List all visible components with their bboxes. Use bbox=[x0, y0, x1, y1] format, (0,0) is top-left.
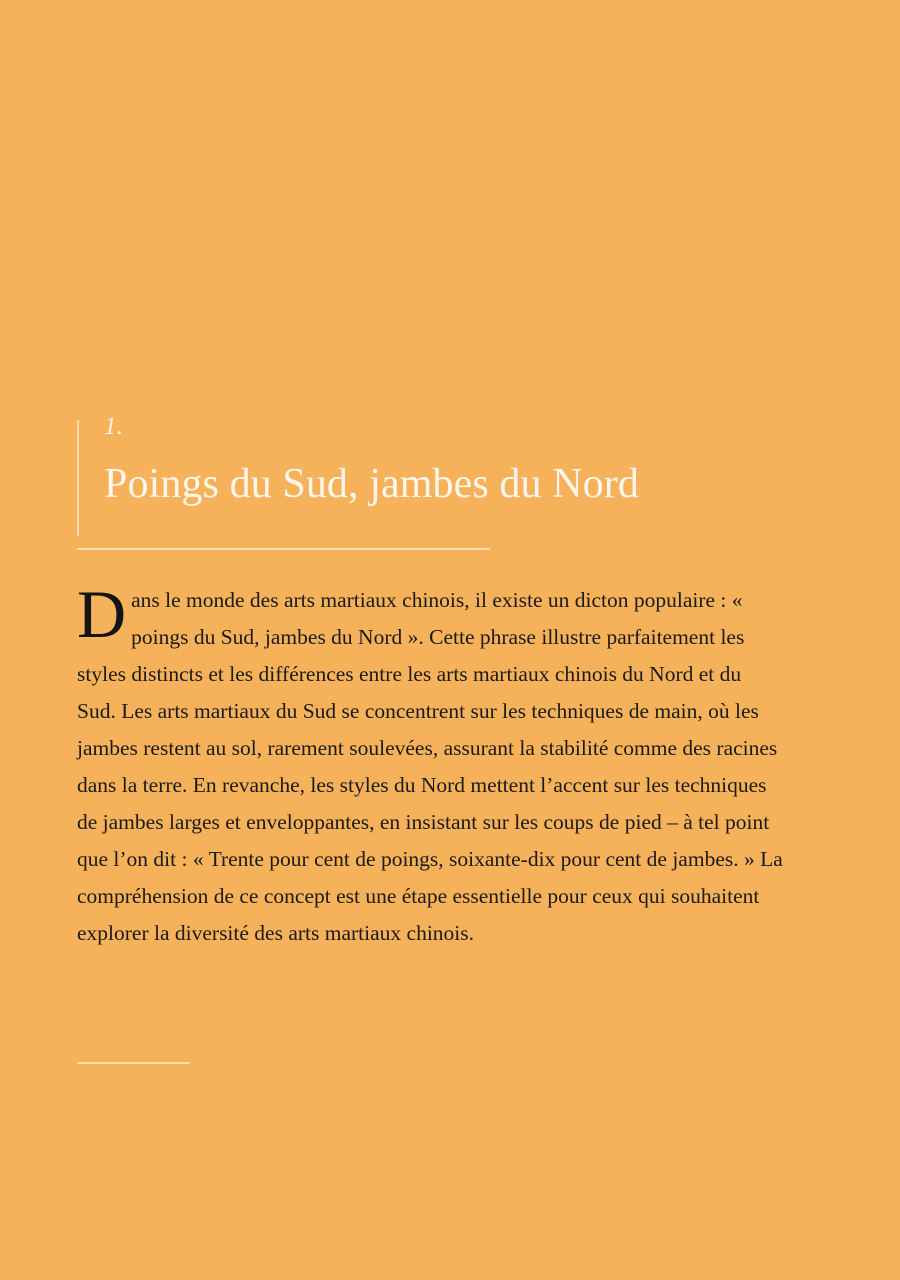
body-column bbox=[77, 576, 783, 952]
chapter-number: 1. bbox=[104, 413, 124, 440]
body-paragraph: Dans le monde des arts martiaux chinois, il existe un dicton populaire : « poings du Sud, jambes du Nord ». Cette phrase illustre parfaitement les styles distincts et les différences entre les arts martiaux chinois du Nord et du Sud. Les arts martiaux du Sud se concentrent sur les techniques de main, où les jambes restent au sol, rarement soulevées, assurant la stabilité comme des racines dans la terre. En revanche, les styles du Nord mettent l’accent sur les techniques de jambes larges et enveloppantes, en insistant sur les coups de pied – à tel point que l’on dit : « Trente pour cent de poings, soixante-dix pour cent de jambes. » La compréhension de ce concept est une étape essentielle pour ceux qui souhaitent explorer la diversité des arts martiaux chinois. bbox=[77, 576, 783, 945]
footer-divider bbox=[77, 1062, 190, 1064]
page-title: Poings du Sud, jambes du Nord bbox=[104, 461, 639, 507]
chapter-header bbox=[77, 414, 797, 508]
vertical-rule bbox=[77, 420, 79, 536]
heading-divider bbox=[77, 548, 490, 550]
